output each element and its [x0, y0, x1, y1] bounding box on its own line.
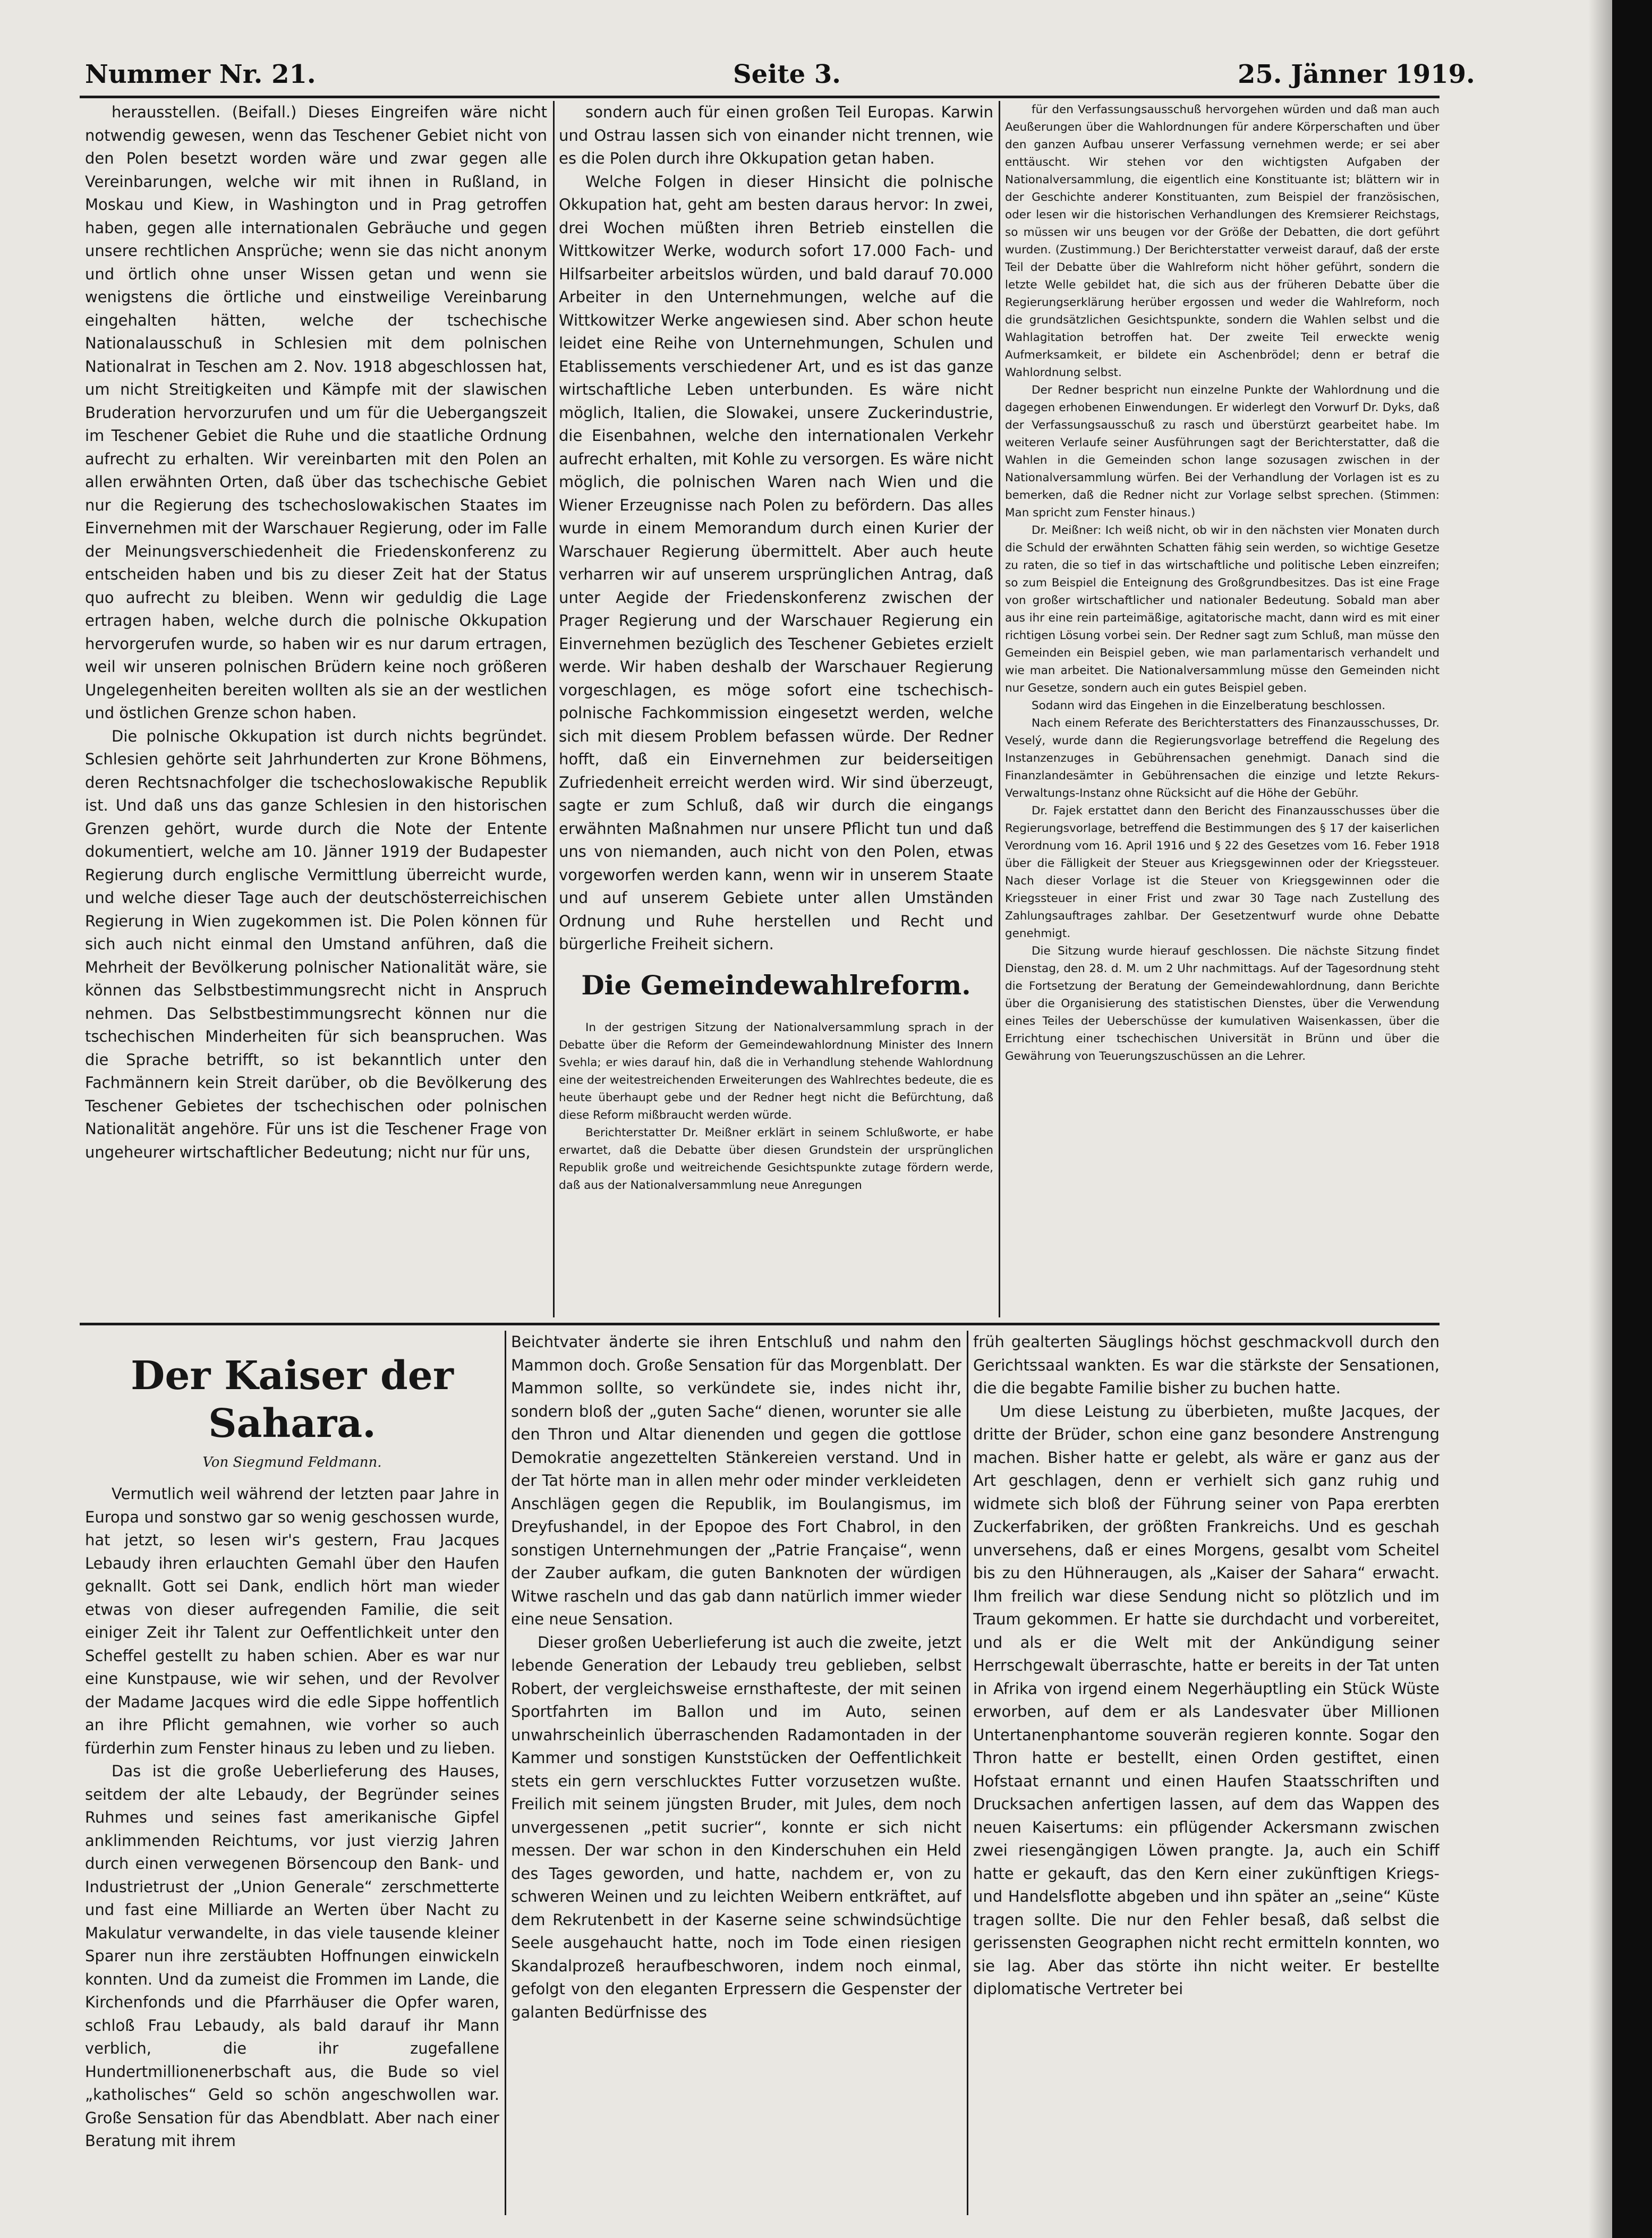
top-article-column-3: [1005, 101, 1440, 1317]
column-rule: [505, 1331, 506, 2215]
paragraph: Nach einem Referate des Berichterstatters des Finanzausschusses, Dr. Veselý, wurde dann die Regierungsvorlage betreffend die Regelung des Instanzenzuges in Gebührensachen genehmigt. Danach sind die Finanzlandesämter in Gebührensachen die einzige und letzte Rekurs-Verwaltungs-Instanz ohne Rücksicht auf die Höhe der Gebühr.: [1005, 717, 1440, 800]
column-rule: [999, 101, 1000, 1317]
feuilleton-title: Der Kaiser der Sahara.: [131, 1353, 454, 1446]
paragraph: Beichtvater änderte sie ihren Entschluß und nahm den Mammon doch. Große Sensation für das Morgenblatt. Der Mammon sollte, so verkündete sie, indes nicht ihr, sondern bloß der „guten Sache“ dienen, worunter sie alle den Thron und Altar dienenden und gegen die gottlose Demokratie angezettelten Stänkereien verstand. Und in der Tat hörte man in allen mehr oder minder verkleideten Anschlägen gegen die Republik, im Boulangismus, im Dreyfushandel, in der Epopoe des Fort Chabrol, in den sonstigen Unternehmungen der „Patrie Française“, wenn der Zauber aufkam, die guten Banknoten der würdigen Witwe rascheln und das gab dann natürlich immer wieder eine neue Sensation.: [511, 1333, 961, 1628]
paragraph: In der gestrigen Sitzung der Nationalversammlung sprach in der Debatte über die Reform der Gemeindewahlordnung Minister des Innern Svehla; er wies darauf hin, daß die in Verhandlung stehende Wahlordnung eine der weitestreichenden Erweiterungen des Wahlrechtes bedeute, die es heute überhaupt gebe und der Redner hegt nicht die Befürchtung, daß diese Reform mißbraucht werden würde.: [559, 1020, 993, 1122]
paragraph: herausstellen. (Beifall.) Dieses Eingreifen wäre nicht notwendig gewesen, wenn das Teschener Gebiet nicht von den Polen besetzt worden wäre und zwar gegen alle Vereinbarungen, welche wir mit ihnen in Rußland, in Moskau und Kiew, in Washington und in Prag getroffen haben, gegen alle internationalen Gebräuche und gegen unsere rechtlichen Ansprüche; wenn sie das nicht anonym und örtlich ohne unser Wissen getan und wenn sie wenigstens die örtliche und einstweilige Vereinbarung eingehalten hätten, welche der tschechische Nationalausschuß in Schlesien mit dem polnischen Nationalrat in Teschen am 2. Nov. 1918 abgeschlossen hat, um nicht Streitigkeiten und Kämpfe mit der slawischen Bruderation hervorzurufen und um für die Uebergangszeit im Teschener Gebiet die Ruhe und die staatliche Ordnung aufrecht zu erhalten. Wir vereinbarten mit den Polen an allen erwähnten Orten, daß über das tschechische Gebiet nur die Regierung des tschechoslowakischen Staates im Einvernehmen mit der Warschauer Regierung, oder im Falle der Meinungsverschiedenheit die Friedenskonferenz zu entscheiden haben und bis zu dieser Zeit hat der Status quo aufrecht zu bleiben. Wenn wir geduldig die Lage ertragen haben, welche durch die polnische Okkupation hervorgerufen wurde, so haben wir es nur darum ertragen, weil wir unseren polnischen Brüdern keine noch größeren Ungelegenheiten bereiten wollten als sie an der westlichen und östlichen Grenze schon haben.: [85, 103, 547, 722]
section-heading: Die Gemeindewahlreform.: [581, 969, 971, 1001]
paragraph: für den Verfassungsausschuß hervorgehen würden und daß man auch Aeußerungen über die Wahlordnungen für andere Körperschaften und über den ganzen Aufbau unserer Verfassung vernehmen werde; er sei aber enttäuscht. Wir stehen vor den wichtigsten Aufgaben der Nationalversammlung, die eigentlich eine Konstituante ist; blättern wir in der Geschichte anderer Konstituanten, zum Beispiel der französischen, oder lesen wir die historischen Verhandlungen des Kremsierer Reichstags, so müssen wir uns beugen vor der Größe der Debatten, die dort geführt wurden. (Zustimmung.) Der Berichterstatter verweist darauf, daß der erste Teil der Debatte über die Wahlreform nicht höher geführt, sondern die letzte Welle gebildet hat, die sich aus der früheren Debatte über die Regierungserklärung herüber ergossen und weder die Wahlreform, noch die grundsätzlichen Gesichtspunkte, sondern die Wahlen selbst und die Wahlagitation betroffen hat. Der zweite Teil erweckte wenig Aufmerksamkeit, er bildete ein Aschenbrödel; denn er betraf die Wahlordnung selbst.: [1005, 103, 1440, 379]
paragraph: Welche Folgen in dieser Hinsicht die polnische Okkupation hat, geht am besten daraus hervor: In zwei, drei Wochen müßten ihren Betrieb einstellen die Wittkowitzer Werke, wodurch sofort 17.000 Fach- und Hilfsarbeiter arbeitslos würden, und bald darauf 70.000 Arbeiter in den Unternehmungen, welche auf die Wittkowitzer Werke angewiesen sind. Aber schon heute leidet eine Reihe von Unternehmungen, Schulen und Etablissements verschiedener Art, und es ist das ganze wirtschaftliche Leben unterbunden. Es wäre nicht möglich, Italien, die Slowakei, unsere Zuckerindustrie, die Eisenbahnen, welche den internationalen Verkehr aufrecht erhalten, mit Kohle zu versorgen. Es wäre nicht möglich, die polnischen Waren nach Wien und die Wiener Erzeugnisse nach Polen zu befördern. Das alles wurde in einem Memorandum durch einen Kurier der Warschauer Regierung übermittelt. Aber auch heute verharren wir auf unserem ursprünglichen Antrag, daß unter Aegide der Friedenskonferenz zwischen der Prager Regierung und der Warschauer Regierung ein Einvernehmen bezüglich des Teschener Gebietes erzielt werde. Wir haben deshalb der Warschauer Regierung vorgeschlagen, es möge sofort eine tschechisch-polnische Fachkommission eingesetzt werden, welche sich mit diesem Problem befassen würde. Der Redner hofft, daß ein Einvernehmen zur beiderseitigen Zufriedenheit erreicht werden wird. Wir sind überzeugt, sagte er zum Schluß, daß wir durch die eingangs erwähnten Maßnahmen nur unsere Pflicht tun und daß uns von niemanden, auch nicht von den Polen, etwas vorgeworfen werden kann, wenn wir in unserem Staate und auf unserem Gebiete unter allen Umständen Ordnung und Ruhe herstellen und Recht und bürgerliche Freiheit sichern.: [559, 172, 993, 953]
paragraph: Dieser großen Ueberlieferung ist auch die zweite, jetzt lebende Generation der Lebaudy treu geblieben, selbst Robert, der vergleichsweise ernsthafteste, der mit seinen Sportfahrten im Ballon und im Auto, seinen unwahrscheinlich überraschenden Radamontaden in der Kammer und sonstigen Kunststücken der Oeffentlichkeit stets ein gern verschlucktes Futter vorzusetzen wußte. Freilich mit seinem jüngsten Bruder, mit Jules, dem noch unvergessenen „petit sucrier“, konnte er sich nicht messen. Der war schon in den Kinderschuhen ein Held des Tages geworden, und hatte, nachdem er, von zu schweren Weinen und zu leichten Weibern entkräftet, auf dem Rekrutenbett in der Kaserne seine schwindsüchtige Seele ausgehaucht hatte, noch im Tode einen riesigen Skandalprozeß heraufbeschworen, indem noch einmal, gefolgt von den eleganten Erpressern die Gespenster der galanten Bedürfnisse des: [511, 1633, 961, 2021]
column-rule: [553, 101, 555, 1317]
paragraph: sondern auch für einen großen Teil Europas. Karwin und Ostrau lassen sich von einander nicht trennen, wie es die Polen durch ihre Okkupation getan haben.: [559, 103, 993, 167]
header-rule: [80, 96, 1440, 98]
paragraph: Das ist die große Ueberlieferung des Hauses, seitdem der alte Lebaudy, der Begründer seines Ruhmes und seines fast amerikanische Gipfel anklimmenden Reichtums, vor just vierzig Jahren durch einen verwegenen Börsencoup den Bank- und Industrietrust der „Union Generale“ zerschmetterte und fast eine Milliarde an Werten über Nacht zu Makulatur verwandelte, in das viele tausende kleiner Sparer nun ihre zerstäubten Hoffnungen einwickeln konnten. Und da zumeist die Frommen im Lande, die Kirchenfonds und die Pfarrhäuser die Opfer waren, schloß Frau Lebaudy, als bald darauf ihr Mann verblich, die ihr zugefallene Hundertmillionenerbschaft aus, die Bude so viel „katholisches“ Geld so schön angeschwollen war. Große Sensation für das Abendblatt. Aber nach einer Beratung mit ihrem: [85, 1762, 499, 2150]
paragraph: Sodann wird das Eingehen in die Einzelberatung beschlossen.: [1032, 699, 1386, 712]
paragraph: Vermutlich weil während der letzten paar Jahre in Europa und sonstwo gar so wenig geschossen wurde, hat jetzt, so lesen wir's gestern, Frau Jacques Lebaudy ihren erlauchten Gemahl über den Haufen geknallt. Gott sei Dank, endlich hört man wieder etwas von dieser aufregenden Familie, die seit einiger Zeit ihr Talent zur Oeffentlichkeit unter den Scheffel gestellt zu haben schien. Aber es war nur eine Kunstpause, wie wir sehen, und der Revolver der Madame Jacques wird die edle Sippe hoffentlich an ihre Pflicht gemahnen, wie vorher so auch fürderhin zum Fenster hinaus zu leben und zu lieben.: [85, 1485, 499, 1757]
paragraph: Dr. Meißner: Ich weiß nicht, ob wir in den nächsten vier Monaten durch die Schuld der erwähnten Schatten fähig sein werden, so wichtige Gesetze zu raten, die so tief in das wirtschaftliche und politische Leben einzreifen; so zum Beispiel die Enteignung des Großgrundbesitzes. Das ist eine Frage von großer wirtschaftlicher und nationaler Bedeutung. Sobald man aber aus ihr eine rein parteimäßige, agitatorische macht, dann wird es mit einer richtigen Lösung vorbei sein. Der Redner sagt zum Schluß, man müsse den Gemeinden ein Beispiel geben, wie man parlamentarisch verhandelt und wie man arbeitet. Die Nationalversammlung müsse den Gemeinden nicht nur Gesetze, sondern auch ein gutes Beispiel geben.: [1005, 524, 1440, 695]
issue-number: Nummer Nr. 21.: [85, 59, 316, 89]
feuilleton-byline: Von Siegmund Feldmann.: [202, 1454, 382, 1470]
paragraph: Die Sitzung wurde hierauf geschlossen. Die nächste Sitzung findet Dienstag, den 28. d. M. um 2 Uhr nachmittags. Auf der Tagesordnung steht die Fortsetzung der Beratung der Gemeindewahlordnung, dann Berichte über die Organisierung des statistischen Dienstes, über die Verwendung eines Teiles der Ueberschüsse der kumulativen Waisenkassen, über die Errichtung einer tschechischen Universität in Brünn und über die Gewährung von Teuerungszuschüssen an die Lehrer.: [1005, 944, 1440, 1063]
paragraph: Berichterstatter Dr. Meißner erklärt in seinem Schlußworte, er habe erwartet, daß die Debatte über diesen Grundstein der ursprünglichen Republik große und weitreichende Gesichtspunkte zutage fördern werde, daß aus der Nationalversammlung neue Anregungen: [559, 1126, 993, 1192]
feuilleton-column-1: [85, 1331, 499, 2215]
paragraph: Der Redner bespricht nun einzelne Punkte der Wahlordnung und die dagegen erhobenen Einwendungen. Er widerlegt den Vorwurf Dr. Dyks, daß der Verfassungsausschuß zu rasch und überstürzt gearbeitet habe. Im weiteren Verlaufe seiner Ausführungen sagt der Berichterstatter, daß die Wahlen in die Gemeinden schon lange sozusagen zwischen in der Nationalversammlung würfen. Bei der Verhandlung der Vorlagen ist es zu bemerken, daß die Redner nicht zur Vorlage selbst sprechen. (Stimmen: Man spricht zum Fenster hinaus.): [1005, 384, 1440, 520]
paragraph: Um diese Leistung zu überbieten, mußte Jacques, der dritte der Brüder, schon eine ganz besondere Anstrengung machen. Bisher hatte er gelebt, als wäre er ganz aus der Art geschlagen, denn er verhielt sich ganz ruhig und widmete sich bloß der Führung seiner von Papa ererbten Zuckerfabriken, der größten Frankreichs. Und es geschah unversehens, daß er eines Morgens, gesalbt vom Scheitel bis zu den Hühneraugen, als „Kaiser der Sahara“ erwacht. Ihm freilich war diese Sendung nicht so plötzlich und im Traum gekommen. Er hatte sie durchdacht und vorbereitet, und als er die Welt mit der Ankündigung seiner Herrschgewalt überraschte, hatte er bereits in der Tat unten in Afrika von irgend einem Negerhäuptling ein Stück Wüste erworben, auf dem er als Landesvater über Millionen Untertanenphantome souverän regieren konnte. Sogar den Thron hatte er bestellt, einen Orden gestiftet, einen Hofstaat ernannt und einen Haufen Staatsschriften und Drucksachen anfertigen lassen, auf dem das Wappen des neuen Kaisertums: ein pflügender Ackersmann zwischen zwei riesengängigen Löwen prangte. Ja, auch ein Schiff hatte er gekauft, das den Kern einer zukünftigen Kriegs- und Handelsflotte abgeben und ihn später an „seine“ Küste tragen sollte. Die nur den Fehler besaß, daß selbst die gerissensten Geographen nicht recht ermitteln konnten, wo sie lag. Aber das störte ihn nicht weiter. Er bestellte diplomatische Vertreter bei: [973, 1402, 1440, 1998]
paragraph: Die polnische Okkupation ist durch nichts begründet. Schlesien gehörte seit Jahrhunderten zur Krone Böhmens, deren Rechtsnachfolger die tschechoslowakische Republik ist. Und daß uns das ganze Schlesien in den historischen Grenzen gehört, wurde durch die Note der Entente dokumentiert, welche am 10. Jänner 1919 der Budapester Regierung durch englische Vermittlung überreicht wurde, und welche dieser Tage auch der deutschösterreichischen Regierung in Wien zugekommen ist. Die Polen können für sich auch nicht einmal den Umstand anführen, daß die Mehrheit der Bevölkerung polnischer Nationalität wäre, sie können das Selbstbestimmungsrecht nicht in Anspruch nehmen. Das Selbstbestimmungsrecht können nur die tschechischen Minderheiten für sich beanspruchen. Was die Sprache betrifft, so ist bekanntlich unter den Fachmännern kein Streit darüber, ob die Bevölkerung des Teschener Gebietes der tschechischen oder polnischen Nationalität angehöre. Für uns ist die Teschener Frage von ungeheurer wirtschaftlicher Bedeutung; nicht nur für uns,: [85, 727, 547, 1161]
issue-date: 25. Jänner 1919.: [1238, 59, 1475, 89]
feuilleton-column-2: [511, 1331, 961, 2215]
top-article-column-2: [559, 101, 993, 1317]
paragraph: früh gealterten Säuglings höchst geschmackvoll durch den Gerichtssaal wankten. Es war die stärkste der Sensationen, die die begabte Familie bisher zu buchen hatte.: [973, 1333, 1440, 1397]
top-article-column-1: [85, 101, 547, 1317]
column-rule: [967, 1331, 968, 2215]
section-rule: [80, 1323, 1440, 1325]
paragraph: Dr. Fajek erstattet dann den Bericht des Finanzausschusses über die Regierungsvorlage, betreffend die Bestimmungen des § 17 der kaiserlichen Verordnung vom 16. April 1916 und § 22 des Gesetzes vom 16. Feber 1918 über die Fälligkeit der Steuer aus Kriegsgewinnen oder der Kriegssteuer. Nach dieser Vorlage ist die Steuer von Kriegsgewinnen oder die Kriegssteuer in einer Frist und zwar 30 Tage nach Zustellung des Zahlungsauftrages zahlbar. Der Gesetzentwurf wurde ohne Debatte genehmigt.: [1005, 804, 1440, 940]
page-number: Seite 3.: [733, 59, 841, 89]
feuilleton-column-3: [973, 1331, 1440, 2215]
